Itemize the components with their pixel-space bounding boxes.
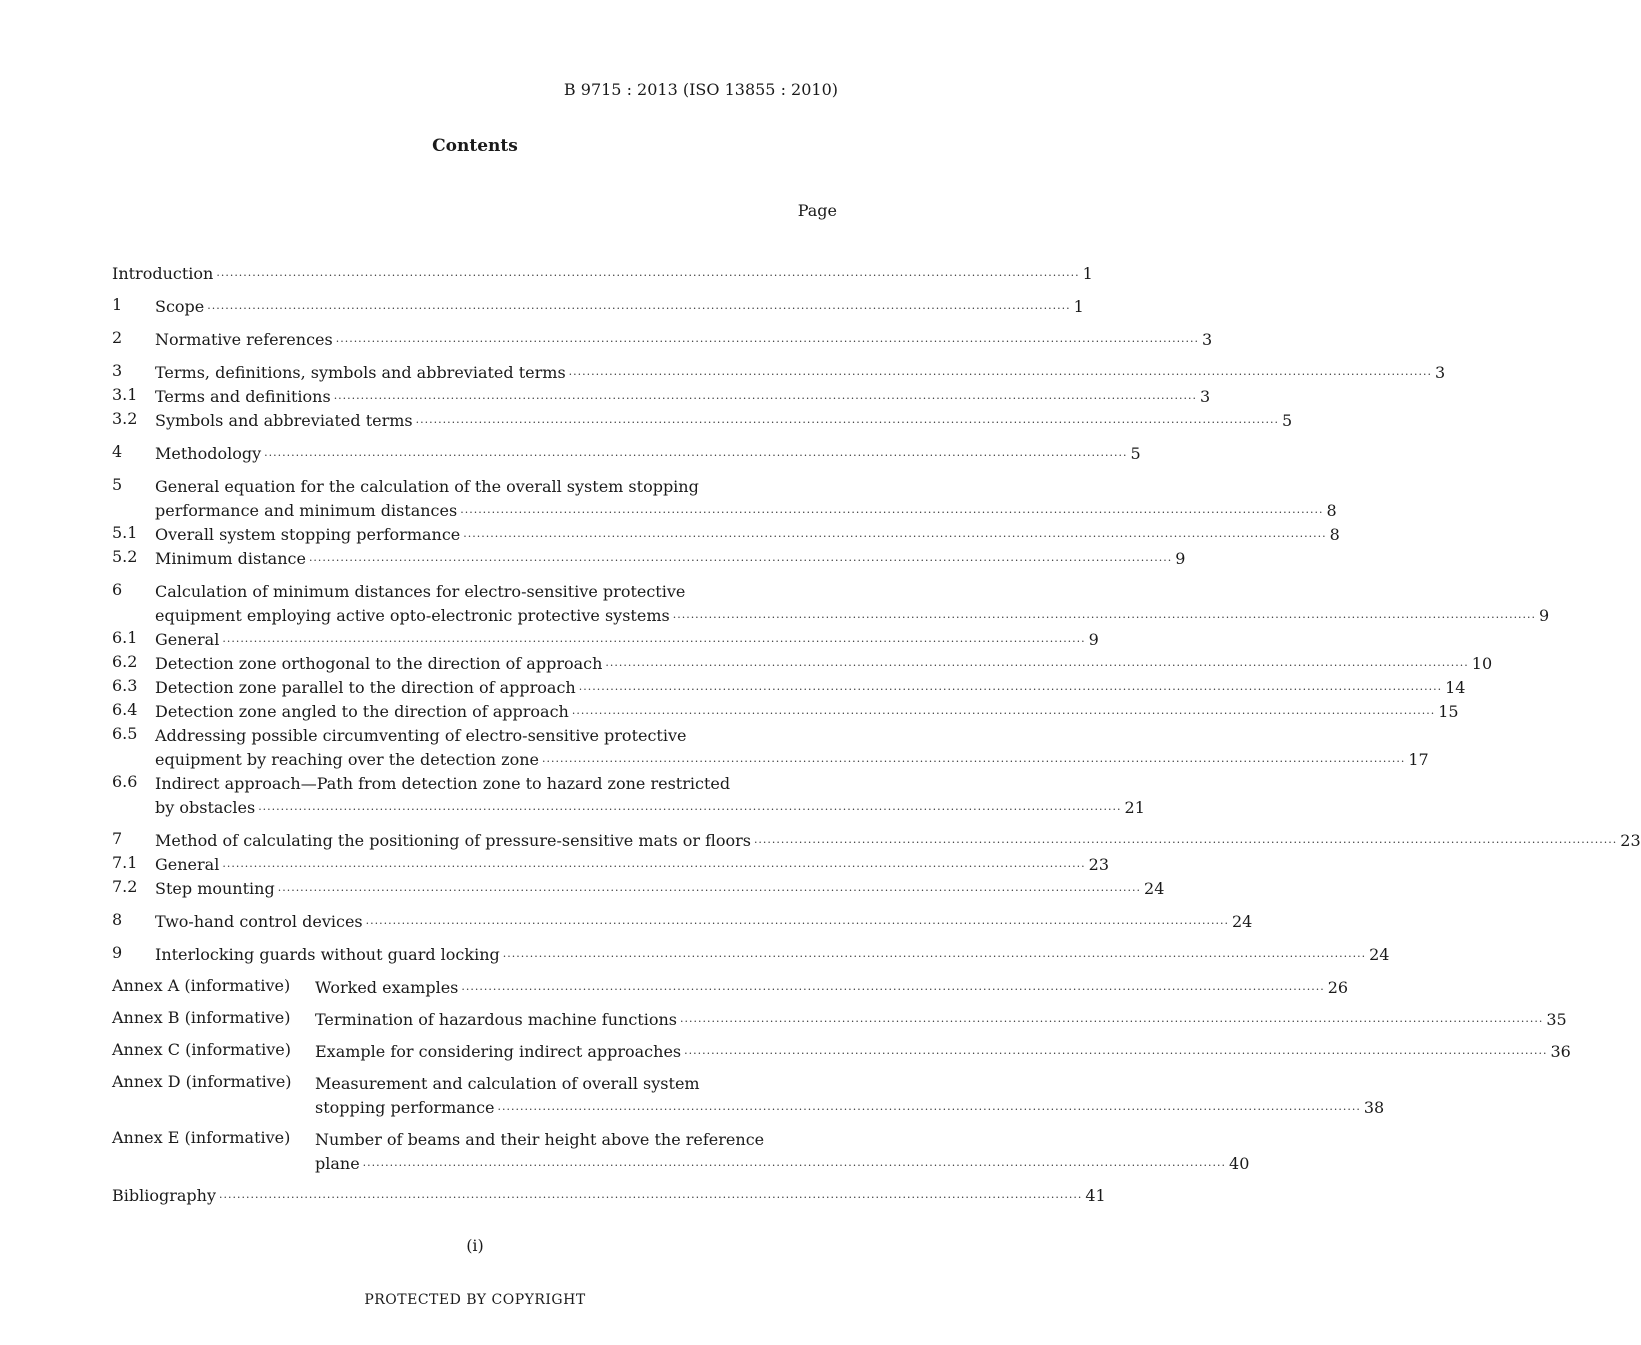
section-number: 7.2 xyxy=(112,877,138,896)
leader-dots xyxy=(219,1186,1082,1210)
leader-dots xyxy=(278,879,1141,903)
leader-dots xyxy=(363,1154,1226,1178)
toc-page-number: 3 xyxy=(1435,363,1446,382)
leader-dots xyxy=(684,1042,1547,1066)
leader-dots xyxy=(503,945,1366,969)
toc-entry-annex-a[interactable] xyxy=(112,976,1349,1000)
section-number: 6 xyxy=(112,580,123,599)
toc-entry-text-cont: stopping performance xyxy=(315,1098,495,1117)
toc-entry-6-2[interactable] xyxy=(112,652,1493,676)
leader-dots xyxy=(336,330,1199,354)
leader-dots xyxy=(542,750,1405,774)
leader-dots xyxy=(463,525,1326,549)
leader-dots xyxy=(207,297,1070,321)
toc-page-number: 1 xyxy=(1073,297,1084,316)
section-number: 3.2 xyxy=(112,409,138,428)
toc-entry-annex-e[interactable] xyxy=(112,1128,1250,1176)
toc-entry-annex-d[interactable] xyxy=(112,1072,1385,1120)
toc-page-number: 24 xyxy=(1369,945,1390,964)
leader-dots xyxy=(216,264,1079,288)
toc-entry-text: Method of calculating the positioning of pressure-sensitive mats or floors xyxy=(155,831,751,850)
toc-entry-text: Normative references xyxy=(155,330,333,349)
toc-entry-text: Termination of hazardous machine functions xyxy=(315,1010,677,1029)
leader-dots xyxy=(579,678,1442,702)
toc-entry-6-1[interactable] xyxy=(112,628,1099,652)
toc-page-number: 5 xyxy=(1281,411,1293,430)
toc-entry-8[interactable] xyxy=(112,910,1253,934)
section-number: 6.5 xyxy=(112,724,138,743)
page-title: Contents xyxy=(432,136,518,156)
section-number: 2 xyxy=(112,328,123,347)
toc-page-number: 17 xyxy=(1408,750,1429,769)
toc-entry-text: General equation for the calculation of the overall system stopping xyxy=(155,477,699,496)
section-number: 6.4 xyxy=(112,700,138,719)
section-number: 7.1 xyxy=(112,853,138,872)
toc-page-number: 15 xyxy=(1438,702,1459,721)
leader-dots xyxy=(569,363,1432,387)
toc-page-number: 23 xyxy=(1620,831,1641,850)
toc-page-number: 9 xyxy=(1539,606,1550,625)
toc-entry-text: General xyxy=(155,630,220,649)
toc-page-number: 9 xyxy=(1088,630,1099,649)
leader-dots xyxy=(222,630,1085,654)
section-number: 6.6 xyxy=(112,772,138,791)
toc-entry-text: Scope xyxy=(155,297,205,316)
toc-entry-annex-b[interactable] xyxy=(112,1008,1567,1032)
table-of-contents xyxy=(112,262,1641,1208)
leader-dots xyxy=(680,1010,1543,1034)
toc-entry-text: Terms and definitions xyxy=(155,387,331,406)
leader-dots xyxy=(605,654,1468,678)
toc-page-number: 8 xyxy=(1329,525,1340,544)
toc-page-number: 10 xyxy=(1471,654,1493,673)
toc-entry-3-1[interactable] xyxy=(112,385,1211,409)
toc-entry-text-cont: by obstacles xyxy=(155,798,256,817)
toc-entry-text-cont: equipment employing active opto-electronic protective systems xyxy=(155,606,670,625)
section-number: 3.1 xyxy=(112,385,138,404)
page-column-heading: Page xyxy=(797,201,837,220)
toc-entry-text: Symbols and abbreviated terms xyxy=(155,411,413,430)
toc-entry-text: Overall system stopping performance xyxy=(155,525,461,544)
toc-entry-text: Minimum distance xyxy=(155,549,306,568)
toc-page-number: 26 xyxy=(1327,978,1349,997)
toc-entry-1[interactable] xyxy=(112,295,1084,319)
section-number: 5 xyxy=(112,475,123,494)
section-number: 7 xyxy=(112,829,123,848)
section-number: 8 xyxy=(112,910,123,929)
toc-entry-annex-c[interactable] xyxy=(112,1040,1571,1064)
copyright-footer: PROTECTED BY COPYRIGHT xyxy=(364,1292,586,1308)
toc-entry-introduction[interactable] xyxy=(112,262,1093,286)
toc-page-number: 5 xyxy=(1130,444,1141,463)
section-number: 1 xyxy=(112,295,123,314)
leader-dots xyxy=(309,549,1172,573)
toc-entry-text: Number of beams and their height above the reference xyxy=(315,1130,765,1149)
leader-dots xyxy=(572,702,1435,726)
annex-label: Annex E (informative) xyxy=(112,1128,291,1147)
section-number: 9 xyxy=(112,943,123,962)
toc-entry-6-6[interactable] xyxy=(112,772,1145,820)
section-number: 4 xyxy=(112,442,123,461)
toc-page-number: 9 xyxy=(1175,549,1186,568)
leader-dots xyxy=(264,444,1127,468)
toc-page-number: 8 xyxy=(1326,501,1337,520)
toc-page-number: 40 xyxy=(1229,1154,1250,1173)
toc-page-number: 3 xyxy=(1200,387,1211,406)
leader-dots xyxy=(334,387,1197,411)
toc-entry-text: Two-hand control devices xyxy=(155,912,363,931)
toc-entry-6-4[interactable] xyxy=(112,700,1459,724)
toc-entry-text: Methodology xyxy=(155,444,262,463)
toc-page-number: 35 xyxy=(1546,1010,1567,1029)
toc-entry-7[interactable] xyxy=(112,829,1641,853)
section-number: 6.3 xyxy=(112,676,138,695)
toc-entry-5-2[interactable] xyxy=(112,547,1186,571)
toc-page-number: 24 xyxy=(1231,912,1253,931)
section-number: 5.2 xyxy=(112,547,138,566)
standard-id: B 9715 : 2013 (ISO 13855 : 2010) xyxy=(563,80,838,99)
leader-dots xyxy=(222,855,1085,879)
toc-entry-7-2[interactable] xyxy=(112,877,1165,901)
toc-page-number: 3 xyxy=(1202,330,1213,349)
toc-entry-2[interactable] xyxy=(112,328,1213,352)
toc-entry-6-3[interactable] xyxy=(112,676,1466,700)
leader-dots xyxy=(460,501,1323,525)
leader-dots xyxy=(258,798,1121,822)
annex-label: Annex A (informative) xyxy=(112,976,291,995)
toc-page-number: 1 xyxy=(1082,264,1093,283)
toc-entry-text: Detection zone parallel to the direction of approach xyxy=(155,678,576,697)
toc-entry-text: Bibliography xyxy=(112,1186,216,1205)
toc-page-number: 36 xyxy=(1550,1042,1571,1061)
toc-entry-text: Terms, definitions, symbols and abbreviated terms xyxy=(155,363,566,382)
toc-entry-5[interactable] xyxy=(112,475,1337,523)
toc-entry-text: Step mounting xyxy=(155,879,275,898)
toc-entry-7-1[interactable] xyxy=(112,853,1110,877)
annex-label: Annex D (informative) xyxy=(112,1072,292,1091)
toc-page-number: 24 xyxy=(1144,879,1165,898)
page-folio: (i) xyxy=(466,1236,484,1255)
toc-entry-text-cont: equipment by reaching over the detection zone xyxy=(155,750,540,769)
toc-entry-5-1[interactable] xyxy=(112,523,1340,547)
section-number: 6.1 xyxy=(112,628,138,647)
toc-entry-6-5[interactable] xyxy=(112,724,1429,772)
toc-entry-text: Interlocking guards without guard locking xyxy=(155,945,500,964)
toc-entry-text: Measurement and calculation of overall system xyxy=(315,1074,700,1093)
toc-entry-text: Introduction xyxy=(112,264,214,283)
toc-entry-4[interactable] xyxy=(112,442,1141,466)
leader-dots xyxy=(366,912,1229,936)
section-number: 3 xyxy=(112,361,123,380)
leader-dots xyxy=(416,411,1279,435)
section-number: 6.2 xyxy=(112,652,138,671)
toc-entry-text: Indirect approach—Path from detection zone to hazard zone restricted xyxy=(155,774,731,793)
toc-entry-text: Example for considering indirect approaches xyxy=(315,1042,682,1061)
leader-dots xyxy=(754,831,1617,855)
toc-entry-text: Calculation of minimum distances for electro-sensitive protective xyxy=(155,582,686,601)
annex-label: Annex C (informative) xyxy=(112,1040,291,1059)
toc-page-number: 23 xyxy=(1088,855,1110,874)
leader-dots xyxy=(461,978,1324,1002)
leader-dots xyxy=(673,606,1536,630)
toc-entry-text: Detection zone orthogonal to the direction of approach xyxy=(155,654,603,673)
toc-page-number: 14 xyxy=(1445,678,1466,697)
toc-entry-text-cont: plane xyxy=(315,1154,360,1173)
leader-dots xyxy=(498,1098,1361,1122)
toc-entry-6[interactable] xyxy=(112,580,1550,628)
toc-page-number: 21 xyxy=(1124,798,1145,817)
toc-entry-text: General xyxy=(155,855,220,874)
toc-entry-bibliography[interactable] xyxy=(112,1184,1106,1208)
toc-entry-text: Addressing possible circumventing of electro-sensitive protective xyxy=(155,726,687,745)
toc-entry-3-2[interactable] xyxy=(112,409,1293,433)
toc-page-number: 41 xyxy=(1085,1186,1106,1205)
toc-page-number: 38 xyxy=(1363,1098,1385,1117)
toc-entry-3[interactable] xyxy=(112,361,1446,385)
toc-entry-text: Worked examples xyxy=(315,978,459,997)
annex-label: Annex B (informative) xyxy=(112,1008,291,1027)
section-number: 5.1 xyxy=(112,523,138,542)
toc-entry-9[interactable] xyxy=(112,943,1390,967)
toc-entry-text-cont: performance and minimum distances xyxy=(155,501,458,520)
toc-entry-text: Detection zone angled to the direction of approach xyxy=(155,702,569,721)
